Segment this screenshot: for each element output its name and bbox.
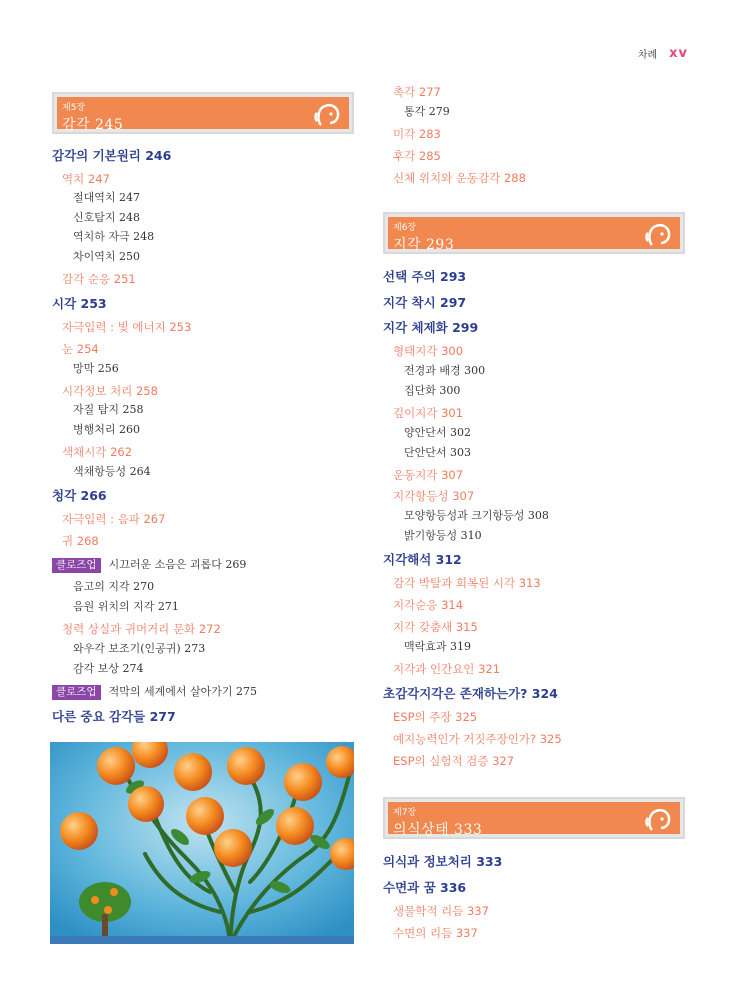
toc-entry[interactable]: 감각의 기본원리 246 bbox=[52, 148, 172, 163]
header-label: 차례 bbox=[637, 50, 658, 61]
chapter-number: 제5장 bbox=[62, 103, 86, 113]
toc-entry[interactable]: 역치하 자극 248 bbox=[73, 230, 155, 243]
toc-entry[interactable]: 수면과 꿈 336 bbox=[383, 880, 467, 895]
toc-entry[interactable]: 신호탐지 248 bbox=[73, 211, 140, 224]
closeup-badge: 클로즈업 bbox=[52, 558, 101, 573]
toc-entry[interactable]: 색채시각 262 bbox=[62, 445, 133, 459]
toc-entry[interactable]: 절대역치 247 bbox=[73, 191, 140, 204]
toc-entry[interactable]: 지각순응 314 bbox=[393, 598, 464, 612]
toc-entry[interactable]: 자극입력 : 빛 에너지 253 bbox=[62, 320, 192, 334]
chapter-number: 제7장 bbox=[393, 808, 417, 818]
toc-entry[interactable]: 귀 268 bbox=[62, 534, 99, 548]
toc-entry[interactable]: 청력 상실과 귀머거리 문화 272 bbox=[62, 622, 221, 636]
toc-entry[interactable]: 밝기항등성 310 bbox=[404, 529, 482, 542]
toc-entry[interactable]: 깊이지각 301 bbox=[393, 406, 464, 420]
toc-entry[interactable]: 역치 247 bbox=[62, 172, 110, 186]
toc-entry[interactable]: 감각 보상 274 bbox=[73, 662, 144, 675]
toc-entry[interactable]: 지각 체제화 299 bbox=[383, 320, 479, 335]
toc-entry[interactable]: 시각 253 bbox=[52, 296, 107, 311]
toc-entry[interactable]: ESP의 실험적 검증 327 bbox=[393, 754, 515, 768]
toc-entry[interactable]: 운동지각 307 bbox=[393, 468, 464, 482]
head-icon bbox=[644, 806, 672, 834]
toc-entry[interactable]: 망막 256 bbox=[73, 362, 119, 375]
toc-entry[interactable]: 예지능력인가 거짓주장인가? 325 bbox=[393, 732, 562, 746]
head-icon bbox=[313, 101, 341, 129]
orange-tree-illustration bbox=[50, 742, 354, 944]
head-icon bbox=[644, 221, 672, 249]
toc-entry[interactable]: 청각 266 bbox=[52, 488, 107, 503]
chapter-title: 의식상태 333 bbox=[393, 822, 483, 838]
toc-entry[interactable]: 음고의 지각 270 bbox=[73, 580, 155, 593]
toc-entry[interactable]: ESP의 주장 325 bbox=[393, 710, 478, 724]
toc-entry[interactable]: 수면의 리듬 337 bbox=[393, 926, 478, 940]
toc-entry[interactable]: 의식과 정보처리 333 bbox=[383, 854, 503, 869]
chapter-title: 지각 293 bbox=[393, 237, 455, 253]
toc-entry[interactable]: 자질 탐지 258 bbox=[73, 403, 144, 416]
toc-entry[interactable]: 음원 위치의 지각 271 bbox=[73, 600, 179, 613]
toc-entry[interactable]: 지각해석 312 bbox=[383, 552, 462, 567]
toc-entry[interactable]: 차이역치 250 bbox=[73, 250, 140, 263]
chapter-6-banner[interactable] bbox=[383, 212, 685, 254]
toc-entry[interactable]: 신체 위치와 운동감각 288 bbox=[393, 171, 526, 185]
toc-entry[interactable]: 병행처리 260 bbox=[73, 423, 140, 436]
chapter-5-banner[interactable] bbox=[52, 92, 354, 134]
toc-entry[interactable]: 양안단서 302 bbox=[404, 426, 471, 439]
closeup-entry[interactable] bbox=[52, 684, 257, 700]
toc-entry[interactable]: 후각 285 bbox=[393, 149, 441, 163]
toc-entry[interactable]: 감각 순응 251 bbox=[62, 272, 136, 286]
closeup-title: 시끄러운 소음은 괴롭다 269 bbox=[108, 558, 247, 571]
toc-entry[interactable]: 생물학적 리듬 337 bbox=[393, 904, 489, 918]
toc-entry[interactable]: 전경과 배경 300 bbox=[404, 364, 486, 377]
toc-entry[interactable]: 지각항등성 307 bbox=[393, 489, 475, 503]
toc-entry[interactable]: 지각 갖춤새 315 bbox=[393, 620, 478, 634]
toc-entry[interactable]: 시각정보 처리 258 bbox=[62, 384, 158, 398]
toc-entry[interactable]: 와우각 보조기(인공귀) 273 bbox=[73, 642, 206, 655]
toc-entry[interactable]: 감각 박탈과 회복된 시각 313 bbox=[393, 576, 541, 590]
toc-entry[interactable]: 다른 중요 감각들 277 bbox=[52, 709, 176, 724]
toc-entry[interactable]: 촉각 277 bbox=[393, 85, 441, 99]
toc-entry[interactable]: 선택 주의 293 bbox=[383, 269, 467, 284]
toc-entry[interactable]: 색채항등성 264 bbox=[73, 465, 151, 478]
toc-entry[interactable]: 단안단서 303 bbox=[404, 446, 471, 459]
toc-entry[interactable]: 지각과 인간요인 321 bbox=[393, 662, 501, 676]
chapter-title: 감각 245 bbox=[62, 117, 124, 133]
toc-entry[interactable]: 집단화 300 bbox=[404, 384, 461, 397]
closeup-badge: 클로즈업 bbox=[52, 685, 101, 700]
page-number: xv bbox=[669, 46, 688, 61]
closeup-entry[interactable] bbox=[52, 557, 246, 573]
toc-entry[interactable]: 눈 254 bbox=[62, 342, 99, 356]
toc-entry[interactable]: 자극입력 : 음파 267 bbox=[62, 512, 166, 526]
toc-entry[interactable]: 통각 279 bbox=[404, 105, 450, 118]
toc-entry[interactable]: 형태지각 300 bbox=[393, 344, 464, 358]
toc-entry[interactable]: 지각 착시 297 bbox=[383, 295, 467, 310]
toc-entry[interactable]: 초감각지각은 존재하는가? 324 bbox=[383, 686, 558, 701]
page-header bbox=[638, 46, 688, 61]
toc-entry[interactable]: 맥락효과 319 bbox=[404, 640, 471, 653]
chapter-7-banner[interactable] bbox=[383, 797, 685, 839]
chapter-number: 제6장 bbox=[393, 223, 417, 233]
toc-entry[interactable]: 모양항등성과 크기항등성 308 bbox=[404, 509, 549, 522]
closeup-title: 적막의 세계에서 살아가기 275 bbox=[108, 685, 257, 698]
toc-entry[interactable]: 미각 283 bbox=[393, 127, 441, 141]
